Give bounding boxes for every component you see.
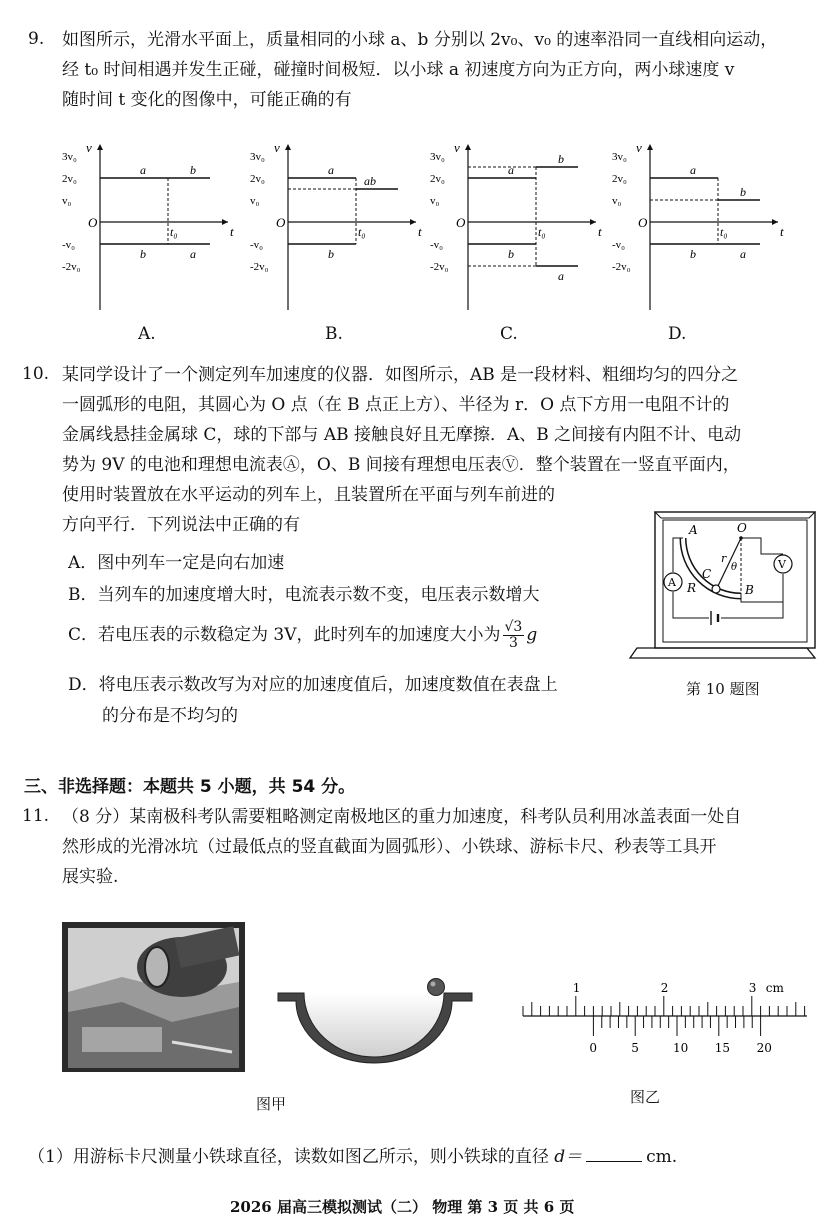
t-axis-label: t: [230, 224, 234, 239]
v-axis-arrow: [97, 144, 103, 150]
label-a-before: a: [508, 163, 514, 177]
origin-label: O: [276, 215, 286, 230]
q10-line-4: 势为 9V 的电池和理想电流表Ⓐ，O、B 间接有理想电压表Ⓥ．整个装置在一竖直平面内，: [62, 455, 740, 475]
tick-label: 2v₀: [250, 173, 265, 185]
q9-option-c: C.: [500, 324, 518, 344]
q11-photo-svg: [62, 922, 245, 1072]
label-a-before: a: [690, 163, 696, 177]
label-b-before: b: [508, 247, 514, 261]
tick-label: 2v₀: [430, 173, 445, 185]
q9-graph-svg: [610, 140, 790, 310]
tick-label: -2v₀: [430, 261, 449, 273]
q10-option-b: B．当列车的加速度增大时，电流表示数不变，电压表示数增大: [68, 585, 540, 605]
v-axis-label: v: [274, 140, 280, 155]
tick-label: v₀: [62, 195, 72, 207]
q9-graph-c: [428, 140, 608, 314]
vernier-label: 15: [714, 1041, 731, 1055]
tick-label: 2v₀: [612, 173, 627, 185]
q10-option-c-text: C．若电压表的示数稳定为 3V，此时列车的加速度大小为: [68, 625, 501, 645]
tick-label: 2v₀: [62, 173, 77, 185]
label-a-before: a: [140, 163, 146, 177]
q9-graph-svg: [248, 140, 428, 310]
tick-label: v₀: [430, 195, 440, 207]
t0-label: t₀: [538, 225, 546, 239]
ammeter-letter: A: [668, 576, 676, 589]
q10-option-a: A．图中列车一定是向右加速: [68, 553, 285, 573]
vernier-label: 5: [631, 1041, 639, 1055]
page-footer: 2026 届高三模拟测试（二） 物理 第 3 页 共 6 页: [230, 1198, 575, 1216]
q9-graph-svg: [60, 140, 240, 310]
label-a-after: a: [190, 247, 196, 261]
vernier-caliper-svg: [515, 968, 815, 1063]
label-b-before: b: [328, 247, 334, 261]
label-a-before: a: [328, 163, 334, 177]
q9-option-b: B.: [325, 324, 343, 344]
section-3-title: 三、非选择题：本题共 5 小题，共 54 分。: [24, 777, 356, 797]
label-b-after: b: [558, 152, 564, 166]
q10-line-6: 方向平行．下列说法中正确的有: [62, 515, 300, 535]
q11-sub1-text: （1）用游标卡尺测量小铁球直径，读数如图乙所示，则小铁球的直径: [28, 1147, 549, 1167]
q10-line-1: 某同学设计了一个测定列车加速度的仪器．如图所示，AB 是一段材料、粗细均匀的四分之: [62, 365, 739, 385]
unit-label: cm: [765, 981, 784, 995]
v-axis-label: v: [86, 140, 92, 155]
stand-base: [630, 648, 815, 658]
label-r: r: [721, 552, 727, 565]
t-axis-label: t: [418, 224, 422, 239]
t-axis-arrow: [410, 219, 416, 225]
q9-line-2: 经 t₀ 时间相遇并发生正碰，碰撞时间极短．以小球 a 初速度方向为正方向，两小球速度 v: [62, 60, 735, 80]
q11-fig-jia-caption: 图甲: [256, 1095, 287, 1113]
q11-line-3: 展实验.: [62, 867, 119, 887]
label-b: B: [745, 583, 754, 597]
q11-fig-yi-caption: 图乙: [630, 1088, 661, 1106]
t-axis-arrow: [772, 219, 778, 225]
label-r-resistor: R: [687, 581, 697, 595]
q9-number: 9.: [28, 29, 45, 49]
label-b-before: b: [690, 247, 696, 261]
label-ab-after: ab: [364, 174, 376, 188]
label-b-after: b: [190, 163, 196, 177]
q11-line-2: 然形成的光滑冰坑（过最低点的竖直截面为圆弧形）、小铁球、游标卡尺、秒表等工具开: [62, 837, 717, 857]
q11-sub1-var: d＝: [554, 1147, 583, 1167]
tick-label: -v₀: [250, 239, 263, 251]
t0-label: t₀: [358, 225, 366, 239]
q10-line-2: 一圆弧形的电阻，其圆心为 O 点（在 B 点正上方）、半径为 r．O 点下方用一电阻不计的: [62, 395, 730, 415]
t-axis-label: t: [598, 224, 602, 239]
q11-photo: [62, 922, 245, 1072]
q10-fraction-denominator: 3: [508, 635, 518, 651]
tick-label: v₀: [612, 195, 622, 207]
label-a-after: a: [740, 247, 746, 261]
main-scale-label: 3: [748, 981, 757, 995]
q9-line-3: 随时间 t 变化的图像中，可能正确的有: [62, 90, 352, 110]
label-o: O: [737, 521, 747, 535]
voltmeter-letter: V: [778, 558, 786, 571]
v-axis-arrow: [647, 144, 653, 150]
q9-graph-a: [60, 140, 240, 314]
tick-label: -2v₀: [250, 261, 269, 273]
wire-o-voltmeter: [741, 538, 783, 554]
origin-label: O: [88, 215, 98, 230]
q11-sub1-unit: cm.: [646, 1147, 678, 1167]
q11-ice-pit-svg: [272, 975, 477, 1065]
tick-label: -v₀: [612, 239, 625, 251]
frame-bevel: [655, 512, 815, 518]
q10-line-5: 使用时装置放在水平运动的列车上，且装置所在平面与列车前进的: [62, 485, 555, 505]
q10-option-d-line-2: 的分布是不均匀的: [102, 706, 238, 726]
q10-option-c-fraction: [503, 620, 525, 651]
v-axis-arrow: [465, 144, 471, 150]
q10-line-3: 金属线悬挂金属球 C，球的下部与 AB 接触良好且无摩擦．A、B 之间接有内阻不计、电动: [62, 425, 742, 445]
tick-label: -2v₀: [612, 261, 631, 273]
origin-label: O: [638, 215, 648, 230]
tick-label: -v₀: [62, 239, 75, 251]
q11-vernier-caliper: [515, 968, 815, 1063]
main-scale-label: 1: [572, 981, 581, 995]
t0-label: t₀: [720, 225, 728, 239]
q10-option-d-line-1: D．将电压表示数改写为对应的加速度值后，加速度数值在表盘上: [68, 675, 558, 695]
tick-label: 3v₀: [62, 151, 77, 163]
q9-option-d: D.: [668, 324, 687, 344]
q9-graph-b: [248, 140, 428, 314]
q10-fraction-numerator: √3: [504, 619, 523, 635]
tick-label: v₀: [250, 195, 260, 207]
q10-figure-svg: [625, 510, 820, 670]
q11-line-1: （8 分）某南极科考队需要粗略测定南极地区的重力加速度，科考队员利用冰盖表面一处自: [62, 807, 742, 827]
label-a-after: a: [558, 269, 564, 283]
q10-number: 10.: [22, 364, 50, 384]
q10-option-c-g: g: [526, 625, 538, 645]
q11-sub1: [28, 1142, 677, 1167]
v-axis-label: v: [454, 140, 460, 155]
v-axis-label: v: [636, 140, 642, 155]
vernier-label: 0: [589, 1041, 598, 1055]
main-scale-label: 2: [660, 981, 669, 995]
q11-ice-pit-figure: [272, 975, 477, 1065]
q11-number: 11.: [22, 806, 50, 826]
tick-label: 3v₀: [430, 151, 445, 163]
label-b-after: b: [740, 185, 746, 199]
t0-label: t₀: [170, 225, 178, 239]
label-a: A: [689, 523, 698, 537]
tick-label: 3v₀: [250, 151, 265, 163]
q9-graph-svg: [428, 140, 608, 310]
q10-figure: [625, 510, 820, 670]
q9-line-1: 如图所示，光滑水平面上，质量相同的小球 a、b 分别以 2v₀、v₀ 的速率沿同一直线相向运动，: [62, 30, 778, 50]
q10-option-c: [68, 620, 537, 651]
origin-label: O: [456, 215, 466, 230]
vernier-label: 10: [673, 1041, 689, 1055]
tick-label: 3v₀: [612, 151, 627, 163]
q9-option-a: A.: [138, 324, 156, 344]
label-b-before: b: [140, 247, 146, 261]
ball-c: [712, 585, 720, 593]
t-axis-label: t: [780, 224, 784, 239]
tick-label: -2v₀: [62, 261, 81, 273]
q11-answer-blank[interactable]: [586, 1147, 642, 1162]
tick-label: -v₀: [430, 239, 443, 251]
vernier-label: 20: [756, 1041, 772, 1055]
label-theta: θ: [731, 562, 738, 573]
wire-ammeter-battery: [673, 592, 709, 618]
wire-battery-b: [721, 602, 783, 618]
label-c: C: [702, 567, 712, 581]
q9-graph-d: [610, 140, 790, 314]
v-axis-arrow: [285, 144, 291, 150]
t-axis-arrow: [222, 219, 228, 225]
q10-figure-caption: 第 10 题图: [686, 680, 760, 698]
t-axis-arrow: [590, 219, 596, 225]
